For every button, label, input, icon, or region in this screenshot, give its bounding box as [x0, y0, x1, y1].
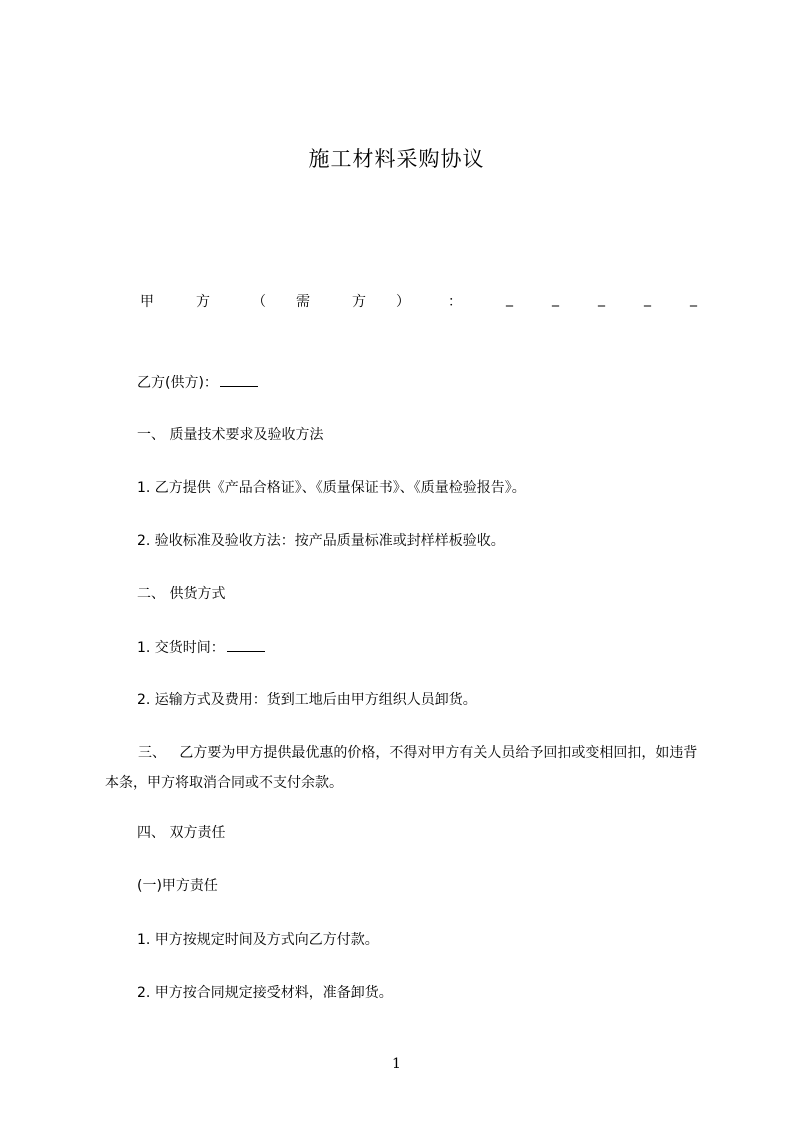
party-a-char: ： — [448, 294, 462, 310]
party-a-line — [140, 291, 702, 311]
party-a-blank: _ — [506, 291, 513, 307]
party-a-char: 方 — [196, 294, 210, 310]
delivery-time-label: 1. 交货时间： — [137, 640, 225, 656]
party-a-char: 需 — [296, 294, 310, 310]
section-2-heading: 二、 供货方式 — [137, 586, 226, 602]
document-title: 施工材料采购协议 — [308, 147, 485, 171]
party-a-blank: _ — [690, 291, 697, 307]
delivery-time-blank — [227, 637, 265, 652]
section-3-paragraph — [105, 738, 705, 798]
party-a-char: （ — [252, 294, 266, 310]
party-a-blank: _ — [598, 291, 605, 307]
party-a-char: 方 — [352, 294, 366, 310]
party-b-blank — [220, 372, 258, 387]
party-b-label: 乙方(供方)： — [137, 375, 218, 391]
page-number: 1 — [392, 1056, 401, 1072]
party-a-char: 甲 — [140, 294, 154, 310]
section-4-item-1: 1. 甲方按规定时间及方式向乙方付款。 — [137, 932, 379, 948]
party-a-blank: _ — [644, 291, 651, 307]
party-b-line — [137, 372, 258, 393]
section-1-item-2: 2. 验收标准及验收方法：按产品质量标准或封样样板验收。 — [137, 533, 505, 549]
section-1-item-1: 1. 乙方提供《产品合格证》、《质量保证书》、《质量检验报告》。 — [137, 480, 526, 496]
section-2-item-1 — [137, 637, 265, 658]
section-3-label: 三、 — [138, 745, 166, 761]
party-a-char: ） — [396, 294, 410, 310]
section-3-text: 乙方要为甲方提供最优惠的价格，不得对甲方有关人员给予回扣或变相回扣，如违背本条，甲方将取消合同或不支付余款。 — [105, 745, 698, 791]
section-4-item-2: 2. 甲方按合同规定接受材料，准备卸货。 — [137, 985, 393, 1001]
section-1-heading: 一、 质量技术要求及验收方法 — [137, 427, 324, 443]
section-4-heading: 四、 双方责任 — [137, 825, 226, 841]
section-2-item-2: 2. 运输方式及费用：货到工地后由甲方组织人员卸货。 — [137, 692, 477, 708]
section-4-subheading: (一)甲方责任 — [137, 878, 218, 894]
party-a-blank: _ — [552, 291, 559, 307]
